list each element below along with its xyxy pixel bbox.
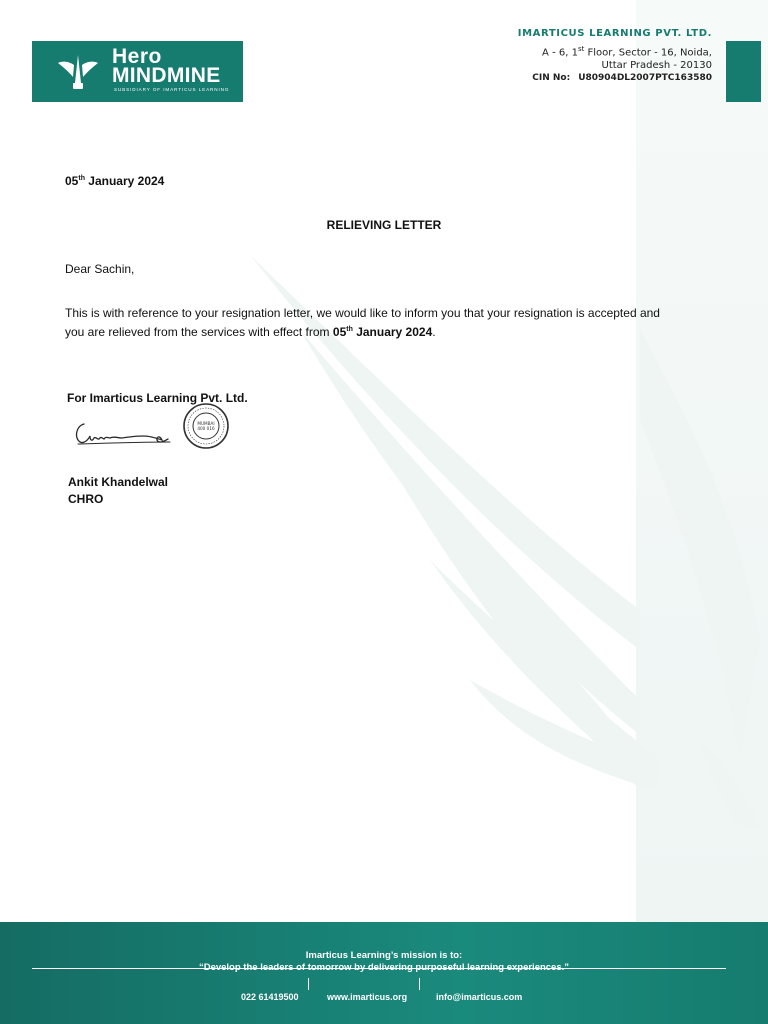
footer-website-link[interactable]: www.imarticus.org [327, 992, 408, 1002]
footer-email-link[interactable]: info@imarticus.com [436, 992, 523, 1002]
address-line1-pre: A - 6, 1 [542, 47, 578, 59]
cin-number [518, 73, 712, 83]
for-company: For Imarticus Learning Pvt. Ltd. [67, 391, 248, 405]
address-line2: Uttar Pradesh - 20130 [601, 60, 712, 72]
logo-tagline: SUBSIDIARY OF IMARTICUS LEARNING [114, 87, 230, 92]
body-date [333, 325, 432, 339]
logo-brand: Hero [112, 45, 162, 68]
contact-separator [308, 978, 309, 990]
svg-text:MUMBAI: MUMBAI [197, 421, 215, 426]
address-line1-post: Floor, Sector - 16, Noida, [584, 47, 712, 59]
company-address [518, 43, 712, 72]
letter-date [65, 174, 164, 188]
body-end: . [432, 324, 436, 339]
company-seal-icon [182, 402, 230, 450]
mission-text: “Develop the leaders of tomorrow by delivering purposeful learning experiences.” [198, 962, 570, 973]
date-rest: January 2024 [84, 174, 165, 188]
cin-label: CIN No: [532, 73, 571, 84]
mission-title: Imarticus Learning’s mission is to: [305, 950, 463, 961]
signer-block [68, 474, 168, 507]
logo-name: MINDMINE [112, 64, 221, 87]
signer-title: CHRO [68, 491, 104, 506]
body-date-rest: January 2024 [352, 324, 433, 339]
letter-subject: RELIEVING LETTER [326, 218, 442, 232]
date-day: 05 [65, 174, 79, 188]
signature-icon [70, 412, 180, 452]
body-date-sup: th [346, 325, 353, 333]
hero-mindmine-logo [32, 41, 243, 102]
body-text: This is with reference to your resignation letter, we would like to inform you that your resignation is accepted and you are relieved from the services with effect from [65, 306, 660, 339]
salutation: Dear Sachin, [65, 262, 135, 276]
signer-name: Ankit Khandelwal [68, 475, 169, 489]
company-details [518, 28, 712, 83]
footer [0, 922, 768, 1024]
address-line1-sup: st [577, 45, 585, 53]
contact-separator [419, 978, 420, 990]
company-name: IMARTICUS LEARNING PVT. LTD. [517, 28, 712, 39]
date-sup: th [78, 175, 85, 182]
svg-text:400 016: 400 016 [197, 426, 215, 431]
letter-body [65, 305, 665, 340]
cin-value: U80904DL2007PTC163580 [578, 73, 712, 84]
wings-logo-icon [56, 49, 100, 93]
header-accent-bar [726, 41, 761, 102]
body-date-day: 05 [332, 324, 347, 339]
footer-phone: 022 61419500 [241, 992, 299, 1002]
